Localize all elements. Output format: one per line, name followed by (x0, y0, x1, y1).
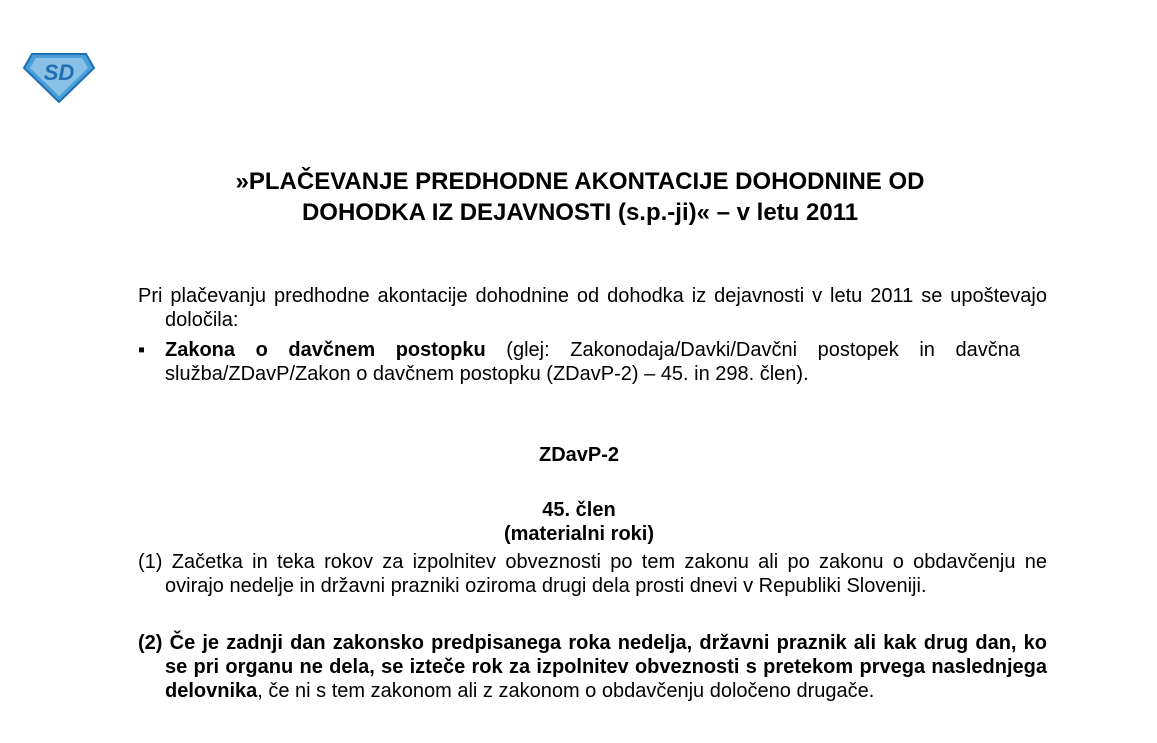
title-line-1: »PLAČEVANJE PREDHODNE AKONTACIJE DOHODNINE OD (235, 168, 925, 195)
law-name-heading: ZDavP-2 (538, 444, 620, 466)
article-subtitle: (materialni roki) (503, 523, 655, 545)
paragraph-2-text: , če ni s tem zakonom ali z zakonom o obdavčenju določeno drugače. (257, 680, 875, 702)
bullet-body (165, 338, 1020, 386)
company-logo (22, 50, 96, 104)
document-title (120, 166, 1040, 228)
paragraph-1: (1) Začetka in teka rokov za izpolnitev obveznosti po tem zakonu ali po zakonu o obdavčenju ne ovirajo nedelje in državni prazniki oziroma drugi dela prosti dnevi v Republiki Sloveniji. (138, 551, 1047, 597)
intro-paragraph: Pri plačevanju predhodne akontacije dohodnine od dohodka iz dejavnosti v letu 2011 se upoštevajo določila: (138, 285, 1047, 331)
bullet-text: (glej: Zakonodaja/Davki/Davčni postopek in davčna služba/ZDavP/Zakon o davčnem postopku (ZDavP-2) – 45. in 298. člen). (165, 339, 1020, 385)
paragraph-2 (138, 631, 1047, 703)
bullet-bold-text: Zakona o davčnem postopku (165, 339, 486, 361)
title-line-2: DOHODKA IZ DEJAVNOSTI (s.p.-ji)« – v letu 2011 (301, 199, 859, 226)
law-reference-bullet (138, 338, 1020, 386)
paragraph-2-bold-text: (2) Če je zadnji dan zakonsko predpisanega roka nedelja, državni praznik ali kak drug dan, ko se pri organu ne dela, se izteče rok za izpolnitev obveznosti s pretekom prvega naslednjega delovnika (138, 632, 1047, 702)
bullet-marker-icon: ▪ (138, 339, 146, 361)
article-number-heading: 45. člen (542, 499, 616, 521)
logo-text: SD (43, 60, 75, 85)
